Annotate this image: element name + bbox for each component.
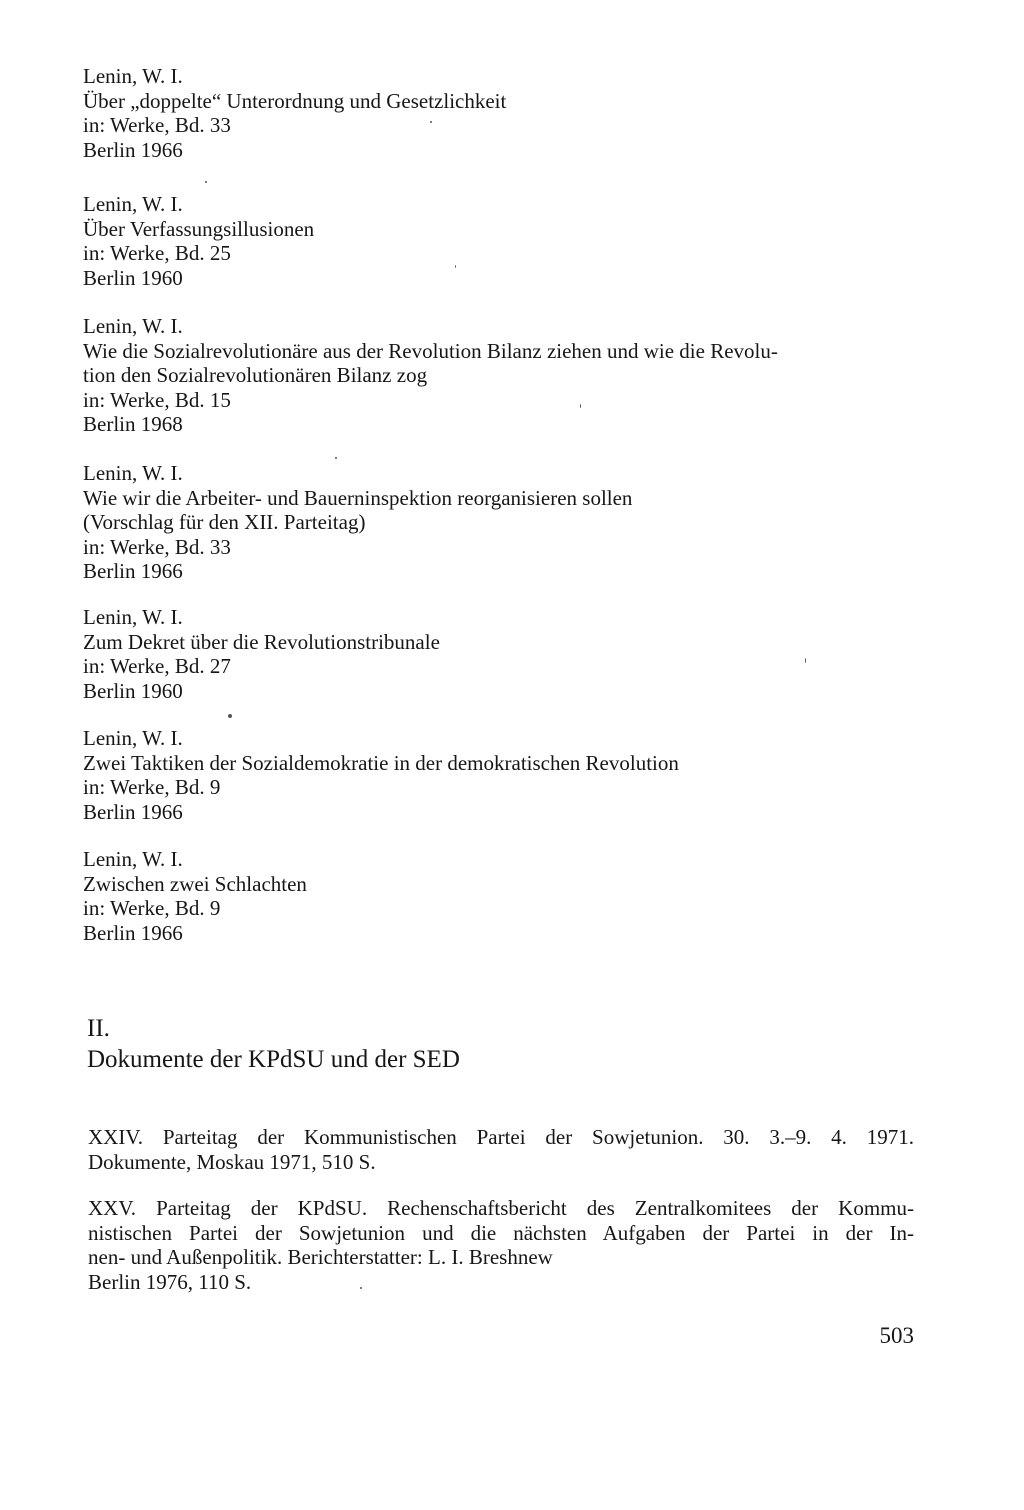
bibliography-entry (83, 605, 923, 703)
entry-place-year: Berlin 1968 (83, 412, 183, 437)
entry-author: Lenin, W. I. (83, 461, 183, 485)
document-text-line: XXV. Parteitag der KPdSU. Rechenschaftsbericht des Zentralkomitees der Kommu- (88, 1196, 914, 1220)
document-text-line: nen- und Außenpolitik. Berichterstatter: L. I. Breshnew (88, 1245, 553, 1270)
entry-author: Lenin, W. I. (83, 726, 183, 750)
entry-source: in: Werke, Bd. 9 (83, 896, 221, 921)
scan-speck (335, 457, 337, 459)
scan-speck (430, 121, 432, 123)
entry-source: in: Werke, Bd. 15 (83, 387, 231, 412)
section-number: II. (87, 1015, 110, 1042)
section-title: Dokumente der KPdSU und der SED (87, 1046, 460, 1073)
entry-place-year: Berlin 1960 (83, 678, 183, 703)
document-text-line: XXIV. Parteitag der Kommunistischen Partei der Sowjetunion. 30. 3.–9. 4. 1971. (88, 1125, 914, 1149)
scan-speck (360, 1287, 362, 1289)
scan-speck (805, 658, 806, 663)
scan-speck (455, 265, 456, 268)
document-text-line: Dokumente, Moskau 1971, 510 S. (88, 1149, 376, 1174)
page-number: 503 (879, 1323, 914, 1348)
entry-place-year: Berlin 1966 (83, 559, 183, 584)
entry-title: Über Verfassungsillusionen (83, 216, 315, 241)
entry-source: in: Werke, Bd. 33 (83, 113, 231, 138)
scan-speck (580, 404, 581, 408)
document-text-line: nistischen Partei der Sowjetunion und die nächsten Aufgaben der Partei in der In- (88, 1220, 914, 1245)
entry-title: Wie wir die Arbeiter- und Bauerninspektion reorganisieren sollen (83, 485, 633, 510)
bibliography-entry (83, 192, 923, 290)
entry-source: in: Werke, Bd. 9 (83, 775, 221, 800)
entry-place-year: Berlin 1966 (83, 920, 183, 945)
scan-speck (205, 181, 207, 183)
entry-author: Lenin, W. I. (83, 847, 183, 871)
entry-author: Lenin, W. I. (83, 314, 183, 338)
scan-speck (228, 714, 232, 718)
bibliography-entry (83, 726, 923, 824)
entry-title: Zum Dekret über die Revolutionstribunale (83, 629, 440, 654)
document-text-line: Berlin 1976, 110 S. (88, 1269, 252, 1294)
entry-title: Zwischen zwei Schlachten (83, 871, 307, 896)
entry-source: in: Werke, Bd. 25 (83, 241, 231, 266)
entry-title: (Vorschlag für den XII. Parteitag) (83, 510, 366, 535)
document-entry (88, 1125, 914, 1174)
entry-author: Lenin, W. I. (83, 605, 183, 629)
bibliography-entry (83, 461, 923, 584)
entry-title: Über „doppelte“ Unterordnung und Gesetzlichkeit (83, 88, 507, 113)
document-entry (88, 1196, 914, 1294)
entry-title: Zwei Taktiken der Sozialdemokratie in der demokratischen Revolution (83, 750, 679, 775)
entry-place-year: Berlin 1966 (83, 137, 183, 162)
entry-place-year: Berlin 1966 (83, 799, 183, 824)
bibliography-entry (83, 314, 923, 437)
bibliography-entry (83, 847, 923, 945)
entry-title: Wie die Sozialrevolutionäre aus der Revolution Bilanz ziehen und wie die Revolu- (83, 338, 778, 363)
entry-source: in: Werke, Bd. 27 (83, 654, 231, 679)
bibliography-entry (83, 64, 923, 162)
entry-author: Lenin, W. I. (83, 64, 183, 88)
entry-author: Lenin, W. I. (83, 192, 183, 216)
entry-title: tion den Sozialrevolutionären Bilanz zog (83, 363, 428, 388)
entry-place-year: Berlin 1960 (83, 265, 183, 290)
entry-source: in: Werke, Bd. 33 (83, 534, 231, 559)
